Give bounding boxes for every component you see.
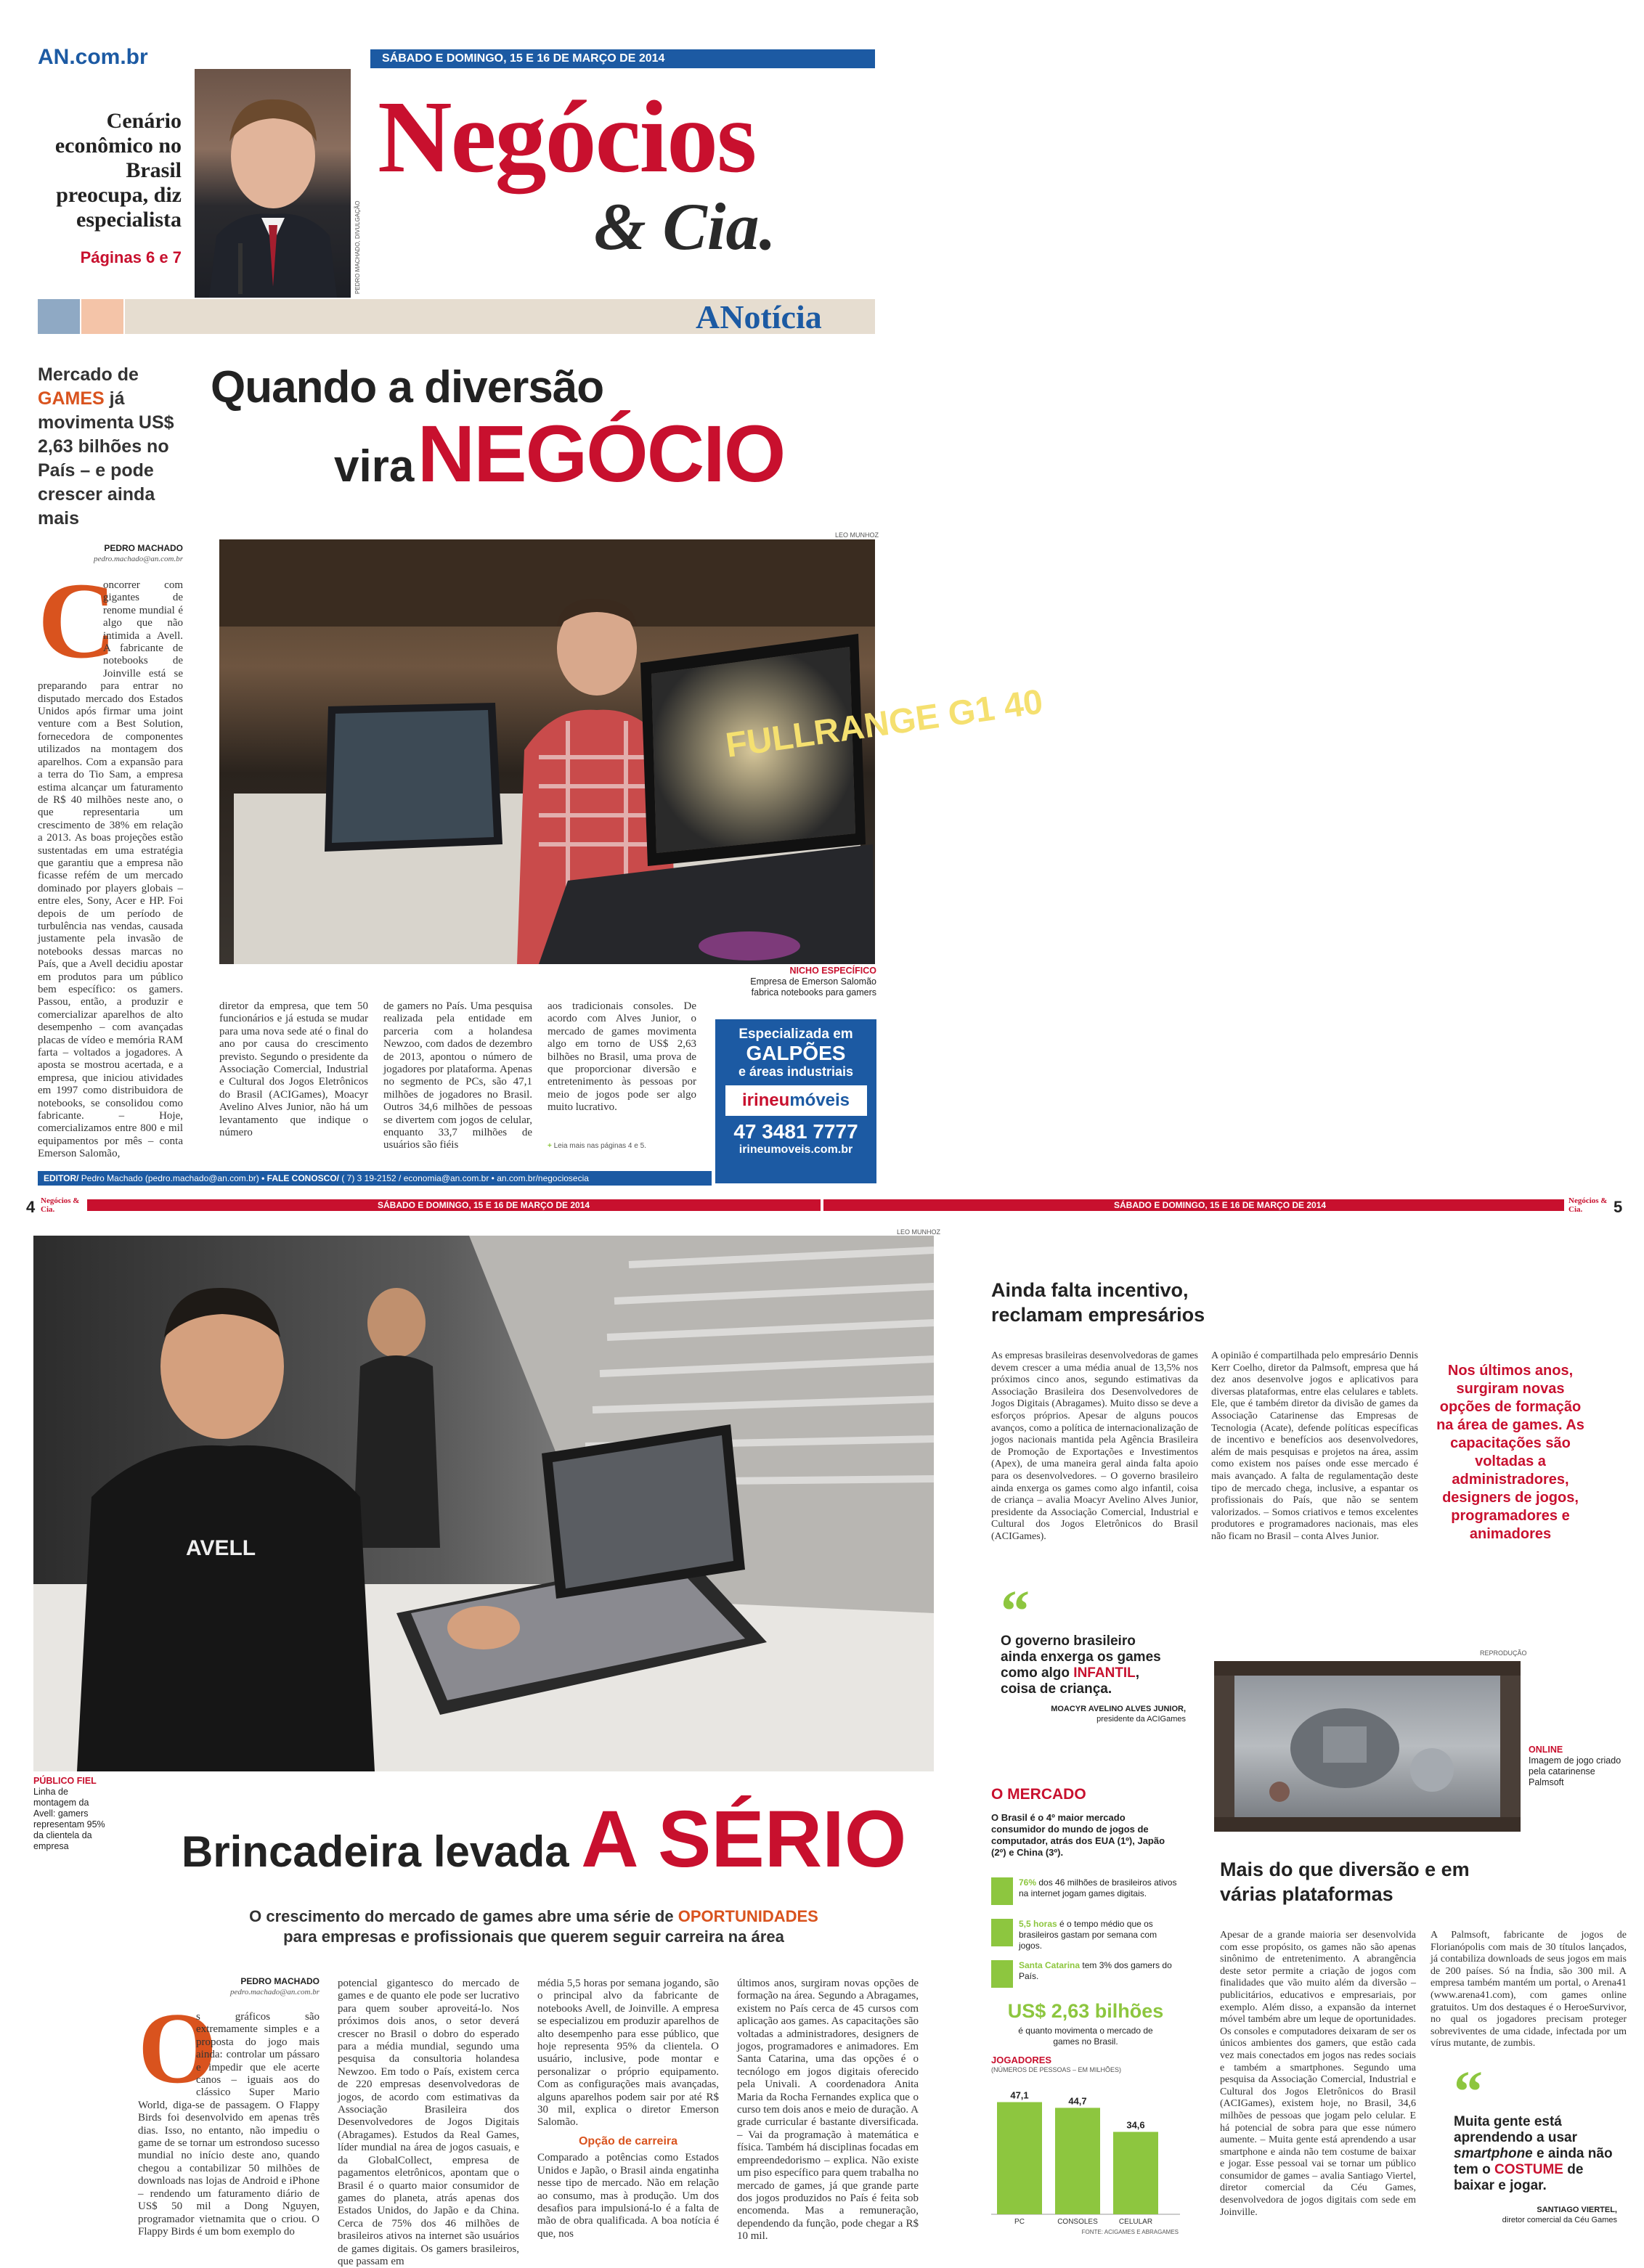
ad-line2: GALPÕES [746, 1042, 846, 1064]
portrait-illustration [195, 69, 351, 298]
dropcap-spacer [38, 579, 103, 674]
top-footer [38, 1171, 712, 1186]
right-h1-col2: A opinião é compartilhada pelo empresário Dennis Kerr Coelho, diretor da Palmsoft, empresa que há dez anos desenvolve jogos e aplicativos para diversas plataformas, entre elas celulares e tablets. Ele, que é também diretor da divisão de games da Associação Catarinense das Empresas de Tecnologia (Acate), defende políticas específicas de incentivo e benefícios aos desenvolvedores, além de mais pesquisas e projetos na área, assim como existem nos países onde esse mercado é mais avançado. A falta de regulamentação deste tipo de mercado chega, inclusive, a espantar os profissionais do País, que não se sentem valorizados. – Somos criativos e temos excelentes produtores e programadores nacionais, mas eles não ficam no Brasil – conta Alves Junior. [1211, 1350, 1418, 1542]
ad-brand-left: irineu [741, 1090, 790, 1110]
footer-label: EDITOR/ [44, 1173, 79, 1183]
game-caption [1529, 1745, 1623, 1788]
headline-vira: vira [334, 441, 415, 491]
footer-phone: ( 7) 3 19-2152 / [341, 1173, 402, 1183]
ad-site: irineumoveis.com.br [738, 1143, 853, 1156]
spread-headline-highlight: A SÉRIO [581, 1795, 907, 1884]
players-bar-chart [991, 2076, 1180, 2236]
spread-subhead [232, 1906, 835, 1947]
main-headline-line2 [334, 408, 784, 500]
top-body-col2: diretor da empresa, que tem 50 funcionários e já estuda se mudar para uma nova sede até o final do ano por causa do crescimento previsto. Segundo o presidente da Associação Comercial, Industrial e Cultural dos Jogos Eletrônicos do Brasil (ACIGames), Moacyr Avelino Alves Junior, não há um levantamento que indique o número [219, 1000, 368, 1139]
stat2-highlight: 5,5 horas [1019, 1919, 1057, 1929]
quote2 [1454, 2114, 1614, 2194]
top-photo-credit: LEO MUNHOZ [835, 531, 879, 539]
read-more[interactable] [548, 1142, 646, 1150]
spread-headline-pre: Brincadeira levada [182, 1827, 569, 1876]
color-swatch-blue [38, 299, 80, 334]
quote2-attribution [1454, 2205, 1617, 2225]
highlight-box: Nos últimos anos, surgiram novas opções de formação na área de games. As capacitações são voltadas a administradores, designers de jogos, programadores e animadores [1436, 1363, 1584, 1542]
plus-icon: + [548, 1142, 554, 1150]
stat2-icon [991, 1919, 1013, 1946]
kicker-highlight: GAMES [38, 388, 105, 409]
footer-editor: Pedro Machado (pedro.machado@an.com.br) [81, 1173, 259, 1183]
right-mini-masthead: Negócios & Cia. [1568, 1196, 1608, 1214]
quote1-highlight: INFANTIL [1073, 1665, 1136, 1681]
teaser-pages: Páginas 6 e 7 [80, 248, 182, 266]
right-h1-col1: As empresas brasileiras desenvolvedoras de games devem crescer a uma média anual de 13,5% nos próximos cinco anos, segundo estimativas da Associação Brasileira dos Desenvolvedores de Jogos Digitais (Abragames). Muito disso se deve a esforços próprios. Apesar de alguns poucos avanços, como a política de internacionalização de jogos nacionais mantida pela Agência Brasileira de Promoção de Exportações e Investimentos (Apex), de uma maneira geral ainda falta apoio para os desenvolvedores. – O governo brasileiro ainda enxerga os games como algo infantil, coisa de criança – avalia Moacyr Avelino Alves Junior, presidente da Associação Comercial, Industrial e Cultural dos Jogos Eletrônicos do Brasil (ACIGames). [991, 1350, 1198, 1542]
top-photo-illustration [219, 539, 1046, 964]
color-swatch-peach [81, 299, 123, 334]
quote1 [1001, 1633, 1168, 1697]
spread-dropcap-spacer [138, 2011, 196, 2094]
teaser-photo-credit: PEDRO MACHADO, DIVULGAÇÃO [354, 200, 361, 294]
ad-box[interactable] [715, 1019, 876, 1183]
quote1-mark-icon: “ [1001, 1580, 1030, 1644]
teaser-headline[interactable]: Cenário econômico no Brasil preocupa, diz especialista [54, 109, 182, 232]
quote1-pre: O governo brasileiro ainda enxerga os games como algo [1001, 1633, 1161, 1681]
top-dropcap: C [38, 560, 117, 681]
chart-value-label: 34,6 [1126, 2119, 1145, 2131]
brand-logo[interactable]: ANotícia [696, 298, 822, 335]
top-byline-email[interactable]: pedro.machado@an.com.br [93, 555, 183, 563]
right-h1: Ainda falta incentivo, reclamam empresários [991, 1279, 1205, 1326]
quote2-mark-icon: “ [1454, 2060, 1483, 2124]
stat1-highlight: 76% [1019, 1877, 1037, 1888]
stat2-text [1019, 1919, 1180, 1951]
top-byline-name: PEDRO MACHADO [104, 543, 183, 553]
headline-negocio: NEGÓCIO [417, 409, 785, 499]
chart-category-label: PC [1014, 2218, 1025, 2226]
spread-body3a: média 5,5 horas por semana jogando, são o principal alvo da fabricante de notebooks Avell, de Joinville. A empresa se especializou em produzir aparelhos de alto desempenho para esse público, que hoje representa 95% da clientela. O usuário, inclusive, pode montar e personalizar o próprio equipamento. Com as configurações mais avançadas, alguns aparelhos podem sair por até R$ 30 mil, explica o diretor Emerson Salomão. [537, 1978, 719, 2129]
right-date: SÁBADO E DOMINGO, 15 E 16 DE MARÇO DE 2014 [1114, 1200, 1327, 1210]
game-caption-text: Imagem de jogo criado pela catarinense Palmsoft [1529, 1755, 1621, 1787]
ad-brand-right: móveis [789, 1090, 850, 1110]
chart-bar-pc [997, 2102, 1042, 2214]
spread-body-col3 [537, 1978, 719, 2240]
quote2-highlight: COSTUME [1494, 2162, 1563, 2177]
game-illustration [1214, 1661, 1521, 1832]
game-credit: REPRODUÇÃO [1480, 1649, 1527, 1657]
spread-body-col2: potencial gigantesco do mercado de games e de quanto ele pode ser lucrativo para quem souber aproveitá-lo. Nos próximos dois anos, o setor deverá crescer no Brasil o dobro do esperado para a média mundial, segundo uma pesquisa da consultoria holandesa Newzoo. Em todo o País, existem cerca de 220 empresas desenvolvedoras de jogos, de acordo com estimativas da Associação Brasileira dos Desenvolvedores de Jogos Digitais (Abragames). Estudos da Real Games, líder mundial na área de jogos casuais, e da GlobalCollect, empresa de pagamentos eletrônicos, apontam que o Brasil é o quarto maior consumidor de games do planeta, atrás apenas dos Estados Unidos, do Japão e da China. Cerca de 75% dos 46 milhões de brasileiros ativos na internet são usuários de games digitais. Os gamers brasileiros, que passam em [338, 1978, 519, 2267]
ad-phone: 47 3481 7777 [733, 1120, 858, 1143]
quote1-role: presidente da ACIGames [1096, 1715, 1186, 1724]
right-h2: Mais do que diversão e em várias plataformas [1220, 1859, 1470, 1905]
ad-line3: e áreas industriais [738, 1064, 854, 1079]
footer-fale: • FALE CONOSCO/ [261, 1173, 339, 1183]
assembly-line-illustration [33, 1236, 934, 1771]
market-big: US$ 2,63 bilhões [1007, 2000, 1164, 2022]
quote1-attribution [1001, 1704, 1186, 1724]
chart-bar-celular [1113, 2132, 1158, 2214]
spread-byline-email[interactable]: pedro.machado@an.com.br [229, 1988, 320, 1996]
quote2-pre1: Muita gente está aprendendo a usar [1454, 2114, 1577, 2145]
top-body-col3: de gamers no País. Uma pesquisa realizada pela entidade em parceria com a holandesa Newzoo, com dados de dezembro de 2013, apontou o número de jogadores por plataforma. Apenas no segmento de PCs, são 47,1 milhões de jogadores no Brasil. Outros 34,6 milhões de pessoas se divertem com jogos de celular, enquanto 33,7 milhões de usuários são fiéis [383, 1000, 532, 1151]
spread-caption-text: Linha de montagem da Avell: gamers representam 95% da clientela da empresa [33, 1787, 105, 1851]
masthead-negocios: Negócios [378, 79, 756, 194]
market-intro: O Brasil é o 4º maior mercado consumidor do mundo de jogos de computador, atrás dos EUA (1º), Japão (2º) e China (3º). [991, 1812, 1165, 1858]
stat3-text [1019, 1960, 1180, 1988]
chart-title: JOGADORES [991, 2055, 1052, 2065]
top-photo [219, 539, 1046, 964]
subhead-post: para empresas e profissionais que querem seguir carreira na área [283, 1928, 784, 1946]
site-url[interactable]: AN.com.br [38, 45, 148, 69]
top-body-col4: aos tradicionais consoles. De acordo com Alves Junior, o mercado de games movimenta algo em torno de US$ 2,63 bilhões no Brasil, uma prova de que proporcionar diversão e entretenimento às pessoas por meio de jogos pode ser algo muito lucrativo. [548, 1000, 696, 1114]
spread-dropcap: O [138, 1992, 217, 2105]
spread-body-col1 [138, 2011, 320, 2236]
quote1-author: MOACYR AVELINO ALVES JUNIOR, [1051, 1705, 1186, 1713]
stat1 [991, 1877, 1180, 1905]
quote2-role: diretor comercial da Céu Games [1502, 2216, 1617, 2224]
spread-photo [33, 1236, 934, 1771]
stat1-icon [991, 1877, 1013, 1905]
spread-body-col4: últimos anos, surgiram novas opções de formação na área. Segundo a Abragames, existem no País cerca de 45 cursos com aplicação aos games. As capacitações são voltadas a administradores, designers de jogos, programadores e animadores. Em Santa Catarina, uma das opções é o tecnólogo em jogos digitais oferecido pela Univali. A coordenadora Anita Maria da Rocha Fernandes explica que o curso tem dois anos e meio de duração. A grade curricular é bastante diversificada. – Vai da programação à matemática e física. Também há disciplinas focadas em empreendedorismo – explica. Não existe um piso específico para quem trabalha no mercado de games, já que grande parte dos jogos produzidos no País é feita sob encomenda. Mas a remuneração, dependendo da função, pode chegar a R$ 10 mil. [737, 1978, 919, 2243]
left-mini-masthead: Negócios & Cia. [41, 1196, 80, 1214]
quote2-author: SANTIAGO VIERTEL, [1537, 2206, 1617, 2214]
career-subhead: Opção de carreira [578, 2134, 678, 2147]
top-date-bar [370, 49, 875, 68]
ad-line1: Especializada em [738, 1027, 853, 1042]
left-date-bar [87, 1199, 821, 1211]
footer-email[interactable]: economia@an.com.br [403, 1173, 489, 1183]
chart-category-label: CONSOLES [1057, 2218, 1098, 2226]
stat1-text [1019, 1877, 1180, 1905]
shirt-text: AVELL [186, 1536, 256, 1560]
kicker-post: já movimenta US$ 2,63 bilhões no País – e pode crescer ainda mais [38, 388, 174, 529]
game-caption-title: ONLINE [1529, 1745, 1563, 1755]
chart-source: FONTE: ACIGAMES E ABRAGAMES [1081, 2229, 1179, 2235]
stat1-body: dos 46 milhões de brasileiros ativos na internet jogam games digitais. [1019, 1877, 1177, 1898]
caption-title: NICHO ESPECÍFICO [789, 966, 876, 976]
spread-caption-title: PÚBLICO FIEL [33, 1776, 97, 1786]
subhead-pre: O crescimento do mercado de games abre uma série de [249, 1907, 674, 1925]
top-date: SÁBADO E DOMINGO, 15 E 16 DE MARÇO DE 2014 [382, 52, 665, 65]
stat2 [991, 1919, 1180, 1951]
kicker [38, 363, 190, 531]
top-body-col1 [38, 579, 183, 1204]
quote2-em: smartphone [1454, 2146, 1533, 2161]
stat3-body: tem 3% dos gamers do País. [1019, 1960, 1172, 1981]
market-big-sub: é quanto movimenta o mercado de games no Brasil. [1018, 2026, 1153, 2047]
chart-value-label: 47,1 [1010, 2089, 1029, 2101]
spread-body3b: Comparado a potências como Estados Unidos e Japão, o Brasil ainda engatinha nesse tipo de mercado. Não em relação ao consumo, mas à produção. Um dos desafios para impulsioná-lo é a falta de mão de obra qualificada. A boa notícia é que, nos [537, 2152, 719, 2240]
chart-value-label: 44,7 [1068, 2095, 1087, 2107]
read-more-text: Leia mais nas páginas 4 e 5. [553, 1142, 646, 1150]
stat3-icon [991, 1960, 1013, 1988]
chart-subtitle: (NÚMEROS DE PESSOAS – EM MILHÕES) [991, 2066, 1122, 2073]
right-date-bar [823, 1199, 1564, 1211]
ad-logo [725, 1085, 867, 1116]
right-page-number: 5 [1614, 1198, 1623, 1216]
top-photo-caption [742, 966, 876, 998]
chart-bar-consoles [1055, 2108, 1100, 2214]
market-title: O MERCADO [991, 1786, 1086, 1803]
spread-headline [182, 1793, 906, 1885]
teaser-photo [195, 69, 351, 298]
quote2-post: de baixar e jogar. [1454, 2162, 1584, 2193]
footer-web[interactable]: • an.com.br/negociosecia [491, 1173, 589, 1183]
stat3 [991, 1960, 1180, 1988]
kicker-pre: Mercado de [38, 364, 139, 385]
left-date: SÁBADO E DOMINGO, 15 E 16 DE MARÇO DE 2014 [378, 1200, 590, 1210]
main-headline-line1: Quando a diversão [211, 362, 604, 412]
subhead-highlight: OPORTUNIDADES [677, 1907, 818, 1925]
left-page-number: 4 [26, 1198, 36, 1216]
quote1-post: , coisa de criança. [1001, 1665, 1140, 1697]
top-body-text: oncorrer com gigantes de renome mundial é algo que não intimida a Avell. A fabricante de notebooks de Joinville está se preparando para entrar no disputado mercado dos Estados Unidos após firmar uma joint venture com a Best Solution, fornecedora de componentes utilizados na montagem dos aparelhos. Com a expansão para a terra do Tio Sam, a empresa estima alcançar um faturamento de R$ 40 milhões neste ano, o que representaria um crescimento de 38% em relação a 2013. As boas projeções estão sustentadas em uma estratégia que garantiu que a empresa não ficasse refém de um mercado dominado por players globais – entre eles, Sony, Acer e HP. Foi depois de um período de turbulência nas vendas, causada justamente pela invasão de notebooks dessas marcas no País, que a Avell decidiu apostar em produtos para um público bem específico: os gamers. Passou, então, a produzir e comercializar aparelhos de alto desempenho – com avançadas placas de vídeo e memória RAM farta – voltados a jogadores. A aposta se mostrou acertada, e a empresa, que iniciou atividades em 1997 como distribuidora de notebooks, se consolidou como fabricante. – Hoje, comercializamos entre 800 e mil equipamentos por mês – conta Emerson Salomão, [38, 579, 183, 1160]
masthead-cia: & Cia. [594, 189, 776, 264]
screen-text: FULLRANGE G1 40 [723, 682, 1046, 765]
stat3-highlight: Santa Catarina [1019, 1960, 1081, 1970]
chart-category-label: CELULAR [1118, 2218, 1153, 2226]
spread-body1-text: s gráficos são extremamente simples e a proposta do jogo mais ainda: controlar um pássaro e impedir que ele acerte canos – iguais aos do clássico Super Mario World, diga-se de passagem. O Flappy Birds foi desenvolvido em apenas três dias. Isso, no entanto, não impediu o game de se tornar um estrondoso sucesso mundial no início deste ano, quando chegou a contabilizar 50 milhões de downloads nas lojas de Android e iPhone – rendendo um faturamento diário de US$ 50 mil a Dong Nguyen, programador vietnamita que o criou. O Flappy Birds é um bom exemplo do [138, 2011, 320, 2238]
quote2-pre2: e ainda não tem o [1454, 2146, 1613, 2177]
spread-photo-caption [33, 1776, 110, 1852]
stat2-body: é o tempo médio que os brasileiros gastam por semana com jogos. [1019, 1919, 1157, 1951]
caption-text: Empresa de Emerson Salomão fabrica notebooks para gamers [750, 976, 876, 998]
right-h2-col1: Apesar de a grande maioria ser desenvolvida com esse propósito, os games não são apenas sinônimo de entretenimento. A abrangência deste setor permite a criação de jogos com finalidades que vão muito além da diversão – publicitários, educativos e empresariais, por exemplo. Além disso, a expansão da internet móvel também abre um leque de oportunidades. Os consoles e computadores deixaram de ser os únicos ambientes dos gamers, que estão cada vez mais conectados em jogos nas redes sociais e também a smartphones. Segundo uma pesquisa da Associação Comercial, Industrial e Cultural dos Jogos Eletrônicos do Brasil (ACIGames), existem hoje, no Brasil, 34,6 milhões de pessoas que jogam pelo celular. E há potencial de sobra para que esse número aumente. – Muita gente está aprendendo a usar smartphone e ainda não tem costume de baixar e jogar. Esse pessoal vai se tornar um público consumidor de games – avalia Santiago Viertel, diretor comercial da Céu Games, desenvolvedora de jogos digitais com sede em Joinville. [1220, 1930, 1416, 2218]
right-h2-col2: A Palmsoft, fabricante de jogos de Florianópolis com mais de 30 títulos lançados, já contabiliza downloads de seus jogos em mais de 200 países. Só na Índia, são 300 mil. A empresa também mantém um portal, o Arena41 (www.arena41.com), com games online gratuitos. Um dos destaques é o HeroeSurvivor, no qual os jogadores precisam proteger sobreviventes de uma cidade, infectada por um vírus mutante, de zumbis. [1431, 1930, 1627, 2049]
spread-byline-name: PEDRO MACHADO [240, 1976, 320, 1986]
game-screenshot [1214, 1661, 1521, 1832]
spread-photo-credit: LEO MUNHOZ [897, 1228, 941, 1236]
